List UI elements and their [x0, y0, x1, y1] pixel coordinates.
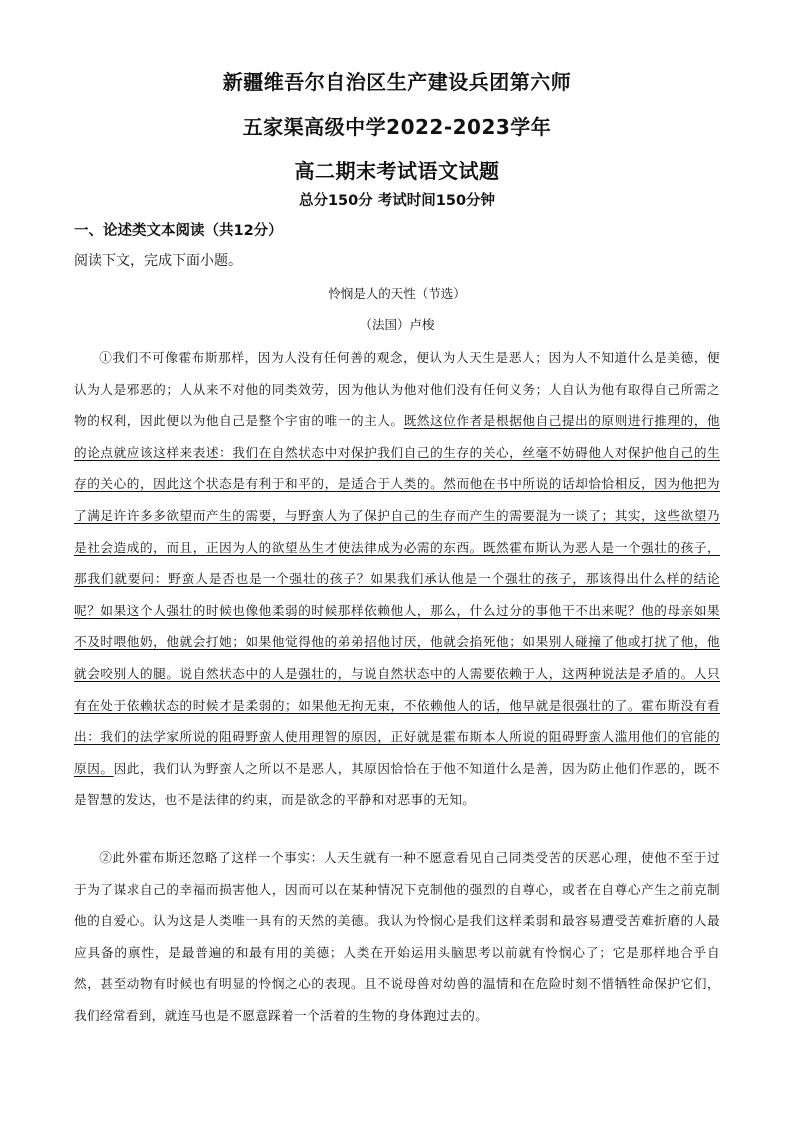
passage-paragraph-2: ②此外霍布斯还忽略了这样一个事实：人天生就有一种不愿意看见自己同类受苦的厌恶心理，使他不至于过于为了谋求自己的幸福而损害他人，因而可以在某种情况下克制他的强烈的自尊心，或者在自尊心产生之前克制他的自爱心。认为这是人类唯一具有的天然的美德。我认为怜悯心是我们这样柔弱和最容易遭受苦难折磨的人最应具备的禀性，是最普遍的和最有用的美德；人类在开始运用头脑思考以前就有怜悯心了；它是那样地合乎自然，甚至动物有时候也有明显的怜悯之心的表现。且不说母兽对幼兽的温情和在危险时刻不惜牺牲命保护它们，我们经常看到，就连马也是不愿意踩着一个活着的生物的身体跑过去的。 — [74, 850, 720, 1023]
paragraph-1-conclusion: 因此，我们认为野蛮人之所以不是恶人，其原因恰恰在于他不知道什么是善，因为防止他们作恶的，既不是智慧的发达，也不是法律的约束，而是欲念的平静和对恶事的无知。 — [74, 760, 720, 808]
passage-author: （法国）卢梭 — [359, 317, 435, 332]
paragraph-1-text: ①我们不可像霍布斯那样，因为人没有任何善的观念，便认为人天生是恶人；因为人不知道什么是美德，便认为人是邪恶的；人从来不对他的同类效劳，因为他认为他对他们没有任何义务；人自认为他有取得自己所需之物的权利，因此便以为他自己是整个宇宙的唯一的主人。 — [74, 350, 720, 429]
exam-subtitle: 总分150分 考试时间150分钟 — [298, 193, 496, 209]
exam-title-line1: 新疆维吾尔自治区生产建设兵团第六师 — [222, 70, 572, 94]
underlined-passage: 既然这位作者是根据他自己提出的原则进行推理的，他的论点就应该这样来表述：我们在自然状态中对保护我们自己的生存的关心，丝毫不妨碍他人对保护他自己的生存的关心的，因此这个状态是有利于和平的，是适合于人类的。然而他在书中所说的话却恰恰相反，因为他把为了满足许许多多欲望而产生的需要，与野蛮人为了保护自己的生存而产生的需要混为一谈了；其实，这些欲望乃是社会造成的，而且，正因为人的欲望丛生才使法律成为必需的东西。既然霍布斯认为恶人是一个强壮的孩子，那我们就要问：野蛮人是否也是一个强壮的孩子？如果我们承认他是一个强壮的孩子，那该得出什么样的结论呢？如果这个人强壮的时候也像他柔弱的时候那样依赖他人，那么，什么过分的事他干不出来呢？他的母亲如果不及时喂他奶，他就会打她；如果他觉得他的弟弟招他讨厌，他就会掐死他；如果别人碰撞了他或打扰了他，他就会咬别人的腿。说自然状态中的人是强壮的，与说自然状态中的人需要依赖于人，这两种说法是矛盾的。人只有在处于依赖状态的时候才是柔弱的；如果他无拘无束，不依赖他人的话，他早就是很强壮的了。霍布斯没有看出：我们的法学家所说的阻碍野蛮人使用理智的原因，正好就是霍布斯本人所说的阻碍野蛮人滥用他们的官能的原因。 — [74, 413, 720, 776]
passage-title: 怜悯是人的天性（节选） — [328, 286, 466, 301]
exam-title-line3: 高二期末考试语文试题 — [294, 159, 500, 183]
section-instruction: 阅读下文，完成下面小题。 — [74, 253, 242, 269]
passage-paragraph-1 — [74, 342, 720, 816]
section-heading: 一、论述类文本阅读（共12分） — [74, 223, 283, 239]
exam-title-line2: 五家渠高级中学2022-2023学年 — [242, 115, 552, 139]
